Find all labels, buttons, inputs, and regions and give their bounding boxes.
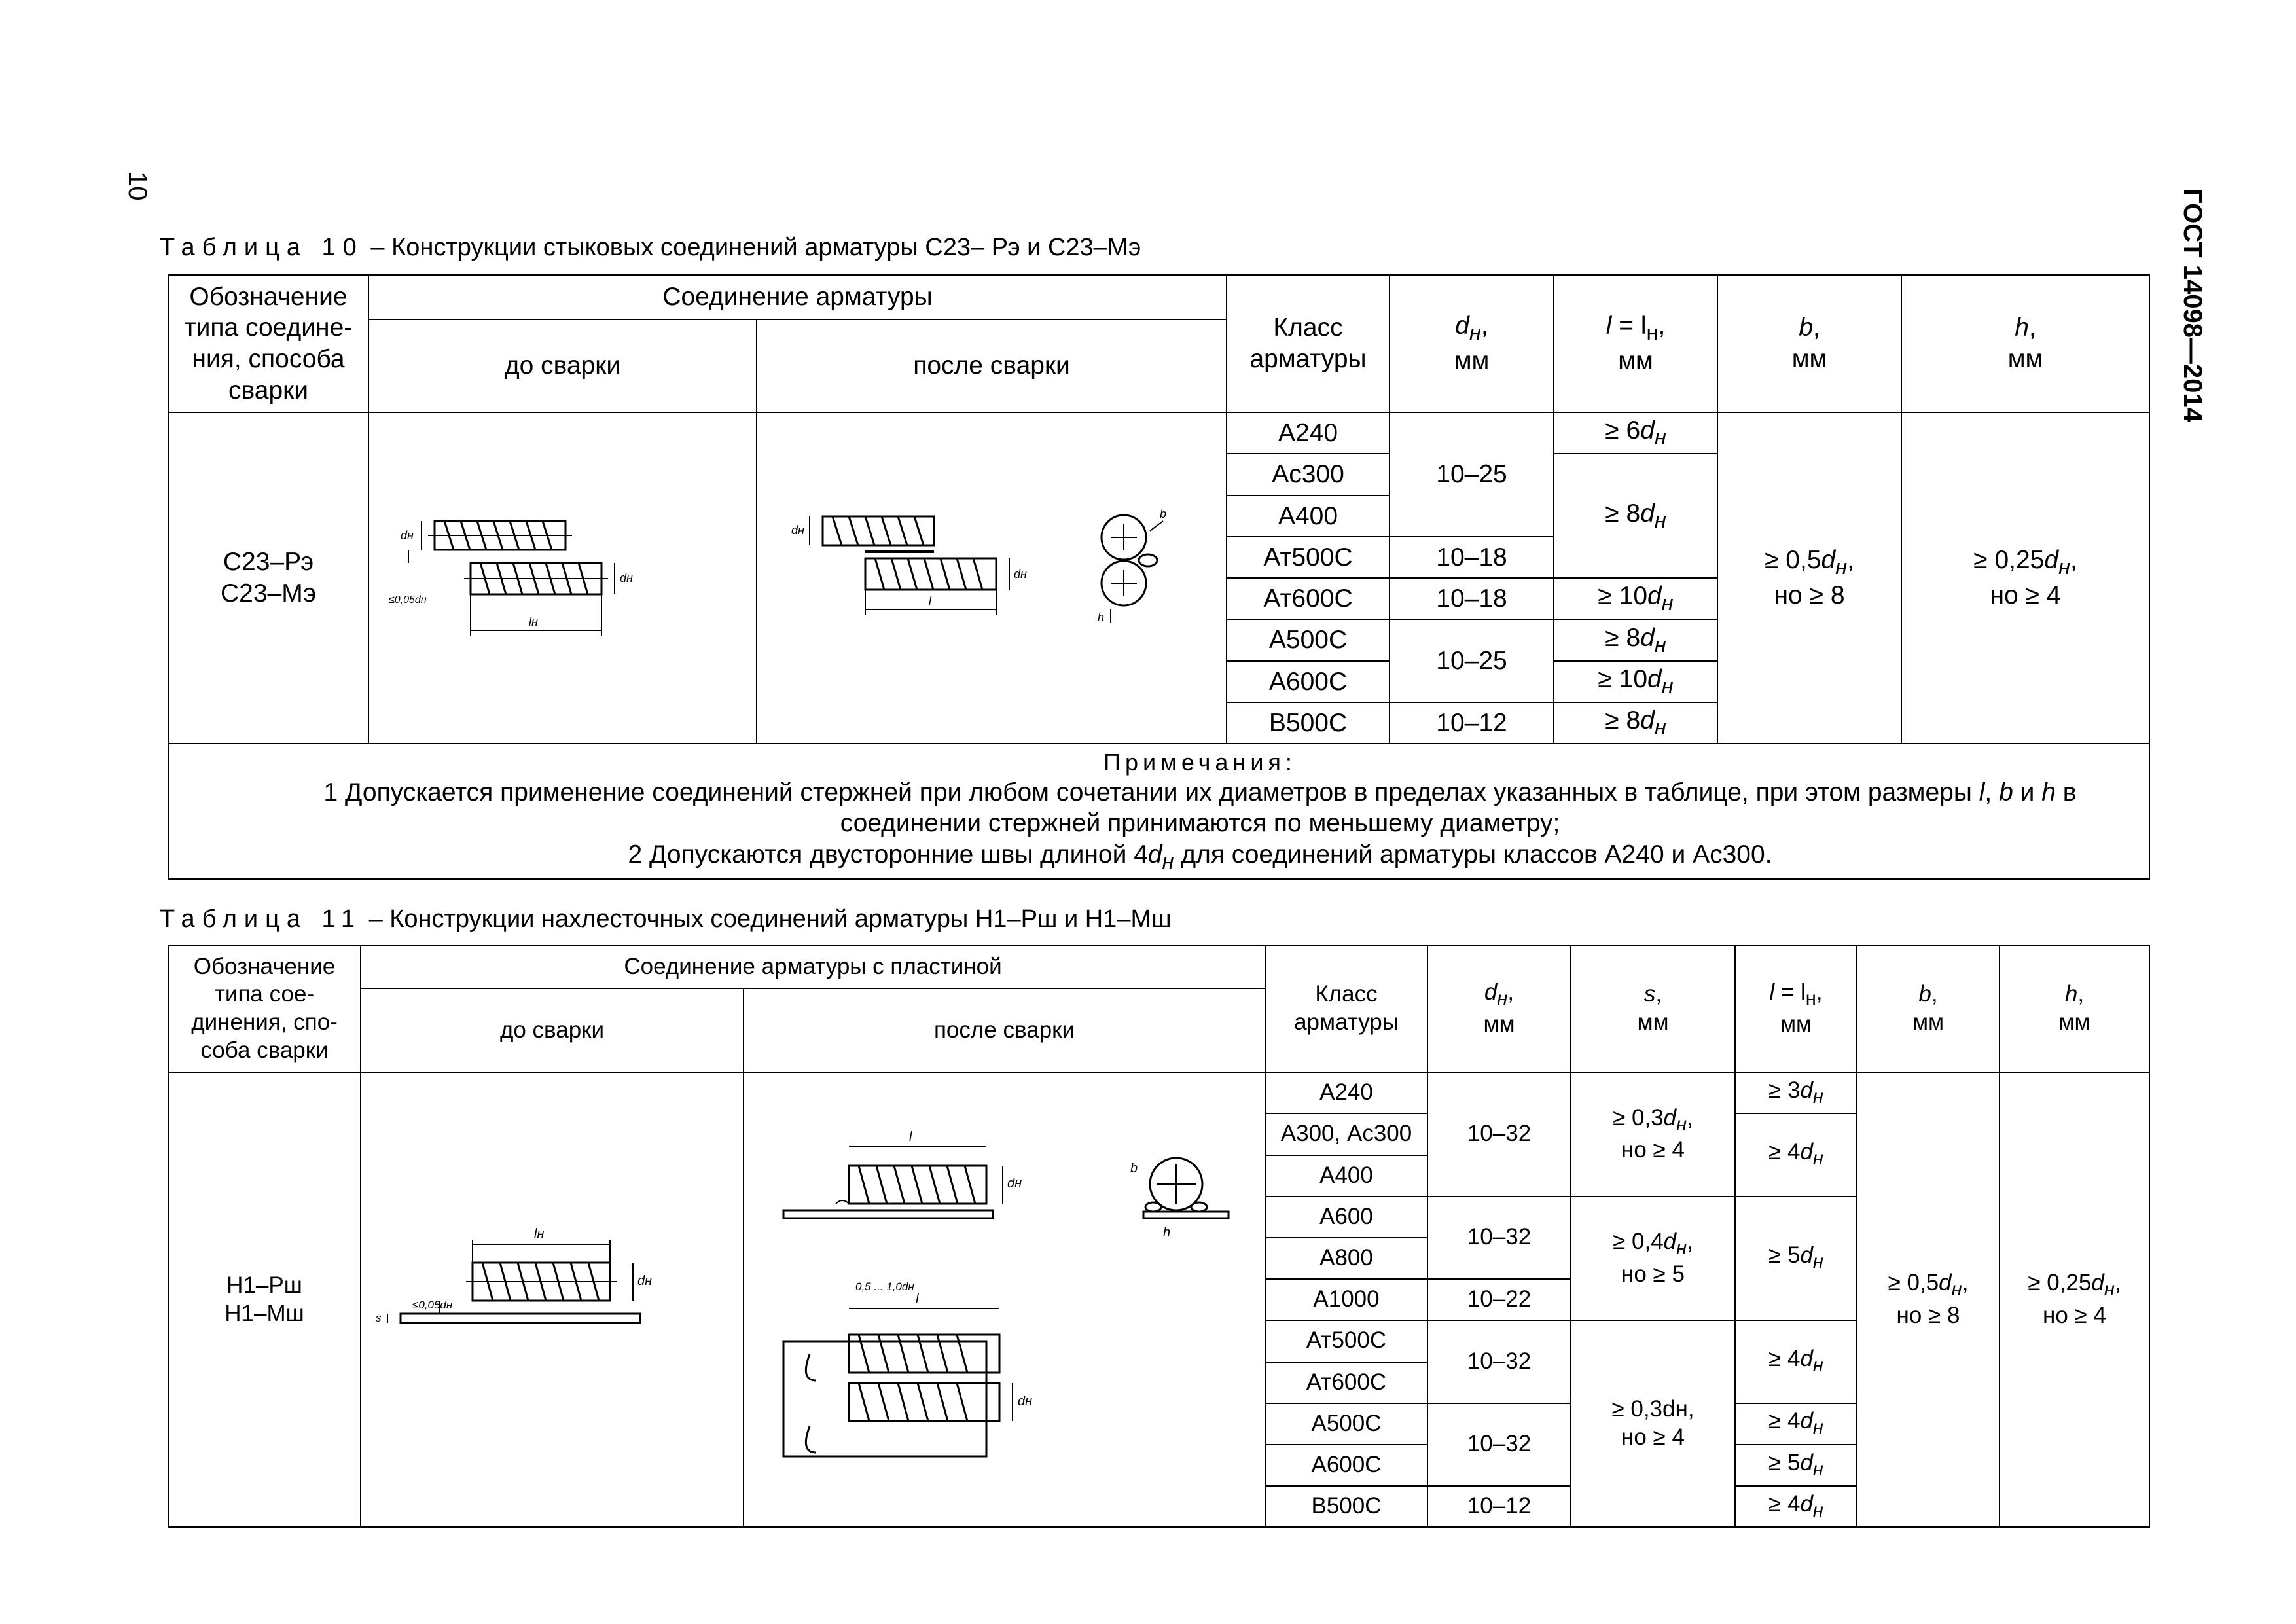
class-cell: Ат500С	[1227, 537, 1390, 578]
class-cell: А500С	[1265, 1403, 1427, 1445]
header-before-welding: до сварки	[368, 319, 757, 412]
standard-designation: ГОСТ 14098—2014	[2178, 189, 2207, 422]
header-type: Обозначение типа сое-динения, спо-соба сварки	[168, 945, 361, 1072]
header-l: $l = l_н$, мм	[1554, 275, 1717, 412]
l-label: l	[909, 1130, 912, 1144]
type-code-cell: Н1–Рш Н1–Мш	[168, 1072, 361, 1527]
class-cell: А240	[1227, 412, 1390, 454]
butt-joint-before-diagram	[369, 413, 757, 743]
l-cell: ≥ $10d_н$	[1554, 578, 1717, 619]
b-cell: ≥ $0,5d_н$, но ≥ 8	[1857, 1072, 2000, 1527]
d-cell: 10–18	[1390, 578, 1554, 619]
b-cell: ≥ $0,5d_н$, но ≥ 8	[1717, 412, 1901, 744]
type-code-cell: С23–Рэ С23–Мэ	[168, 412, 368, 744]
h-label: h	[1163, 1225, 1171, 1240]
d-cell: 10–32	[1427, 1197, 1571, 1280]
l-label: l	[929, 594, 931, 607]
table10-notes	[168, 744, 2149, 879]
dn-label: dн	[620, 571, 633, 585]
b-label: b	[1130, 1161, 1138, 1176]
dn-label: dн	[1014, 568, 1027, 581]
note-1: 1 Допускается применение соединений стержней при любом сочетании их диаметров в пределах указанных в таблице, при этом размеры l, b и h в соединении стержней принимаются по меньшему диаметру;	[323, 778, 2077, 838]
h-cell: ≥ $0,25d_н$, но ≥ 4	[2000, 1072, 2149, 1527]
class-cell: А240	[1265, 1072, 1427, 1113]
l-cell: ≥ $4d_н$	[1735, 1403, 1857, 1445]
class-cell: А800	[1265, 1238, 1427, 1279]
header-connection: Соединение арматуры	[368, 275, 1227, 319]
class-cell: А600	[1265, 1197, 1427, 1238]
dn-label: dн	[637, 1274, 653, 1288]
d-cell: 10–12	[1390, 702, 1554, 744]
header-class: Класс арматуры	[1265, 945, 1427, 1072]
l-cell: ≥ $4d_н$	[1735, 1486, 1857, 1527]
d-cell: 10–22	[1427, 1279, 1571, 1320]
l-cell: ≥ $4d_н$	[1735, 1113, 1857, 1197]
notes-title: Примечания:	[1103, 748, 1297, 776]
d-cell: 10–12	[1427, 1486, 1571, 1527]
d-cell: 10–32	[1427, 1320, 1571, 1403]
lap-joint-after-diagram	[744, 1073, 1266, 1526]
gap-label: ≤0,05dн	[389, 594, 427, 605]
header-before-welding: до сварки	[361, 988, 744, 1072]
h-cell: ≥ $0,25d_н$, но ≥ 4	[1901, 412, 2149, 744]
header-connection: Соединение арматуры с пластиной	[361, 945, 1265, 988]
header-type: Обозначение типа соедине-ния, способа сварки	[168, 275, 368, 412]
butt-joint-after-diagram	[757, 413, 1227, 743]
l-label: l	[916, 1292, 919, 1307]
l-cell: ≥ $10d_н$	[1554, 661, 1717, 702]
ln-label: lн	[534, 1227, 545, 1241]
figure-before-welding-10	[368, 412, 757, 744]
class-cell: А600С	[1227, 661, 1390, 702]
table-10	[168, 274, 2150, 880]
dn-label: dн	[791, 524, 804, 537]
class-cell: Ат500С	[1265, 1320, 1427, 1362]
class-cell: Ат600С	[1265, 1362, 1427, 1403]
d-cell: 10–32	[1427, 1072, 1571, 1197]
l-cell: ≥ $8d_н$	[1554, 702, 1717, 744]
l-cell: ≥ $5d_н$	[1735, 1445, 1857, 1486]
d-cell: 10–32	[1427, 1403, 1571, 1487]
class-cell: А400	[1265, 1155, 1427, 1197]
s-label: s	[376, 1312, 382, 1324]
gap-range-label: 0,5 ... 1,0dн	[855, 1280, 914, 1293]
figure-before-welding-11	[361, 1072, 744, 1527]
class-cell: А400	[1227, 496, 1390, 537]
l-cell: ≥ $8d_н$	[1554, 454, 1717, 578]
class-cell: Ат600С	[1227, 578, 1390, 619]
s-cell: ≥ $0,4d_н$, но ≥ 5	[1571, 1197, 1735, 1321]
lap-joint-before-diagram	[361, 1073, 744, 1526]
header-h: h, мм	[1901, 275, 2149, 412]
header-class: Класс арматуры	[1227, 275, 1390, 412]
header-after-welding: после сварки	[757, 319, 1227, 412]
dn-label: dн	[401, 529, 414, 542]
header-b: b, мм	[1717, 275, 1901, 412]
d-cell: 10–25	[1390, 412, 1554, 537]
table-11	[168, 945, 2150, 1528]
l-cell: ≥ $6d_н$	[1554, 412, 1717, 454]
l-cell: ≥ $4d_н$	[1735, 1320, 1857, 1403]
figure-after-welding-11	[744, 1072, 1265, 1527]
header-b: b, мм	[1857, 945, 2000, 1072]
class-cell: Ас300	[1227, 454, 1390, 496]
ln-label: lн	[529, 615, 538, 628]
header-d: $d_н$, мм	[1390, 275, 1554, 412]
header-d: $d_н$, мм	[1427, 945, 1571, 1072]
class-cell: А300, Ас300	[1265, 1113, 1427, 1155]
h-label: h	[1098, 611, 1105, 624]
figure-after-welding-10	[757, 412, 1227, 744]
header-h: h, мм	[2000, 945, 2149, 1072]
class-cell: А500С	[1227, 619, 1390, 661]
dn-label: dн	[1007, 1176, 1022, 1191]
class-cell: А600С	[1265, 1445, 1427, 1486]
l-cell: ≥ $5d_н$	[1735, 1197, 1857, 1321]
d-cell: 10–25	[1390, 619, 1554, 702]
b-label: b	[1160, 507, 1167, 520]
table11-caption: Таблица 11 – Конструкции нахлесточных соединений арматуры Н1–Рш и Н1–Мш	[160, 905, 1172, 933]
class-cell: В500С	[1265, 1486, 1427, 1527]
header-s: s, мм	[1571, 945, 1735, 1072]
class-cell: В500С	[1227, 702, 1390, 744]
d-cell: 10–18	[1390, 537, 1554, 578]
header-l: $l = l_н$, мм	[1735, 945, 1857, 1072]
l-cell: ≥ $3d_н$	[1735, 1072, 1857, 1113]
gap-label: ≤0,05dн	[412, 1299, 453, 1311]
l-cell: ≥ $8d_н$	[1554, 619, 1717, 661]
table10-caption: Таблица 10 – Конструкции стыковых соединений арматуры С23– Рэ и С23–Мэ	[160, 234, 1141, 261]
dn-label: dн	[1018, 1394, 1033, 1409]
header-after-welding: после сварки	[744, 988, 1265, 1072]
s-cell: ≥ 0,3dн, но ≥ 4	[1571, 1320, 1735, 1527]
class-cell: А1000	[1265, 1279, 1427, 1320]
page-number: 10	[123, 171, 152, 201]
note-2: 2 Допускаются двусторонние швы длиной $4d_н$ для соединений арматуры классов А240 и Ас300.	[628, 840, 1772, 873]
s-cell: ≥ $0,3d_н$, но ≥ 4	[1571, 1072, 1735, 1197]
